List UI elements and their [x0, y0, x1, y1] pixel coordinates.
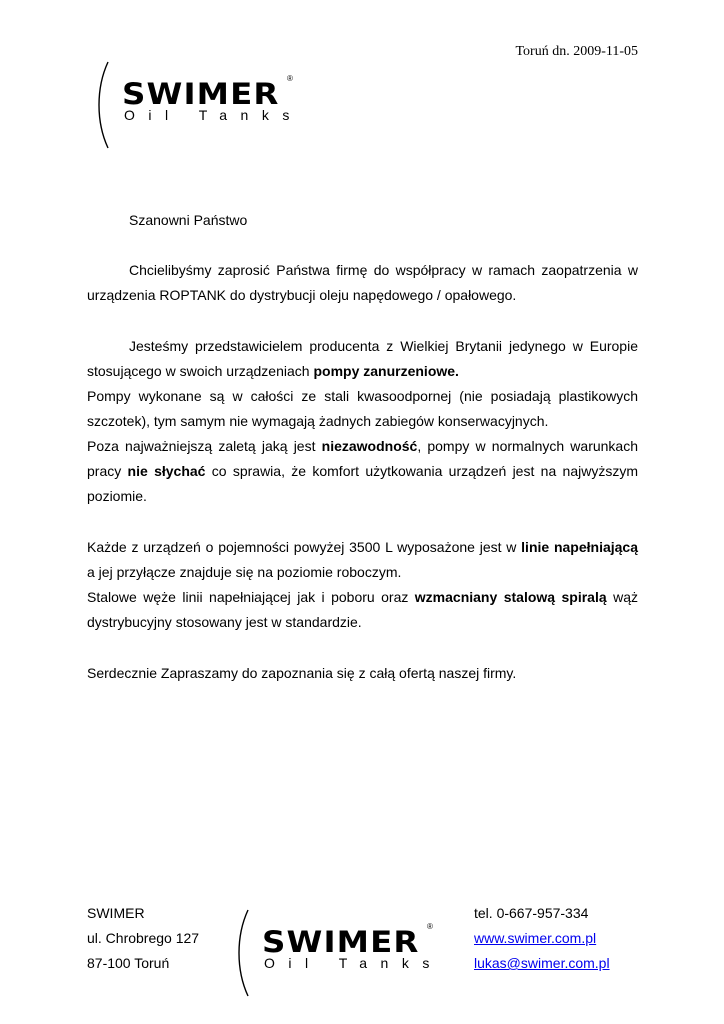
email-link[interactable]: lukas@swimer.com.pl [474, 955, 610, 971]
pumps-material: Pompy wykonane są w całości ze stali kwasoodpornej (nie posiadają plastikowych szczotek), tym samym nie wymagają żadnych zabiegów konserwacyjnych. [87, 388, 638, 429]
logo-tagline: Oil Tanks [264, 955, 443, 971]
company-logo [94, 60, 304, 150]
equipment-filling-line: Każde z urządzeń o pojemności powyżej 3500 L wyposażone jest w linie napełniającą a jej przyłącze znajduje się na poziomie roboczym. [87, 539, 638, 580]
paragraph-closing: Serdecznie Zapraszamy do zapoznania się z całą ofertą naszej firmy. [87, 665, 517, 681]
footer-phone: tel. 0-667-957-334 [474, 905, 589, 921]
logo-tagline: Oil Tanks [124, 107, 303, 123]
pumps-advantages: Poza najważniejszą zaletą jaką jest niezawodność, pompy w normalnych warunkach pracy nie słychać co sprawia, że komfort użytkowania urządzeń jest na najwyższym poziomie. [87, 438, 639, 504]
registered-mark: ® [427, 922, 433, 931]
registered-mark: ® [287, 74, 293, 83]
logo-bracket-icon [94, 60, 114, 150]
logo-brand-text: SWIMER [122, 77, 280, 111]
footer-address [87, 901, 199, 976]
greeting: Szanowni Państwo [129, 212, 248, 228]
pumps-intro: Jesteśmy przedstawicielem producenta z Wielkiej Brytanii jedynego w Europie stosującego w swoich urządzeniach pompy zanurzeniowe. [87, 338, 638, 379]
logo-bracket-icon [234, 908, 254, 998]
paragraph-invitation: Chcielibyśmy zaprosić Państwa firmę do współpracy w ramach zaopatrzenia w urządzenia ROPTANK do dystrybucji oleju napędowego / opałowego. [87, 262, 638, 303]
footer-contact [474, 901, 610, 976]
footer-company: SWIMER [87, 905, 145, 921]
footer-street: ul. Chrobrego 127 [87, 930, 200, 946]
website-link[interactable]: www.swimer.com.pl [474, 930, 597, 946]
pumps-bold: pompy zanurzeniowe. [313, 363, 459, 379]
logo-brand-text: SWIMER [262, 925, 420, 959]
equipment-hoses: Stalowe węże linii napełniającej jak i poboru oraz wzmacniany stalową spiralą wąż dystrybucyjny stosowany jest w standardzie. [87, 589, 638, 630]
letter-date: Toruń dn. 2009-11-05 [515, 44, 638, 59]
paragraph-equipment [87, 535, 638, 635]
footer-logo [234, 908, 444, 998]
paragraph-pumps [87, 334, 638, 509]
footer-city: 87-100 Toruń [87, 955, 170, 971]
